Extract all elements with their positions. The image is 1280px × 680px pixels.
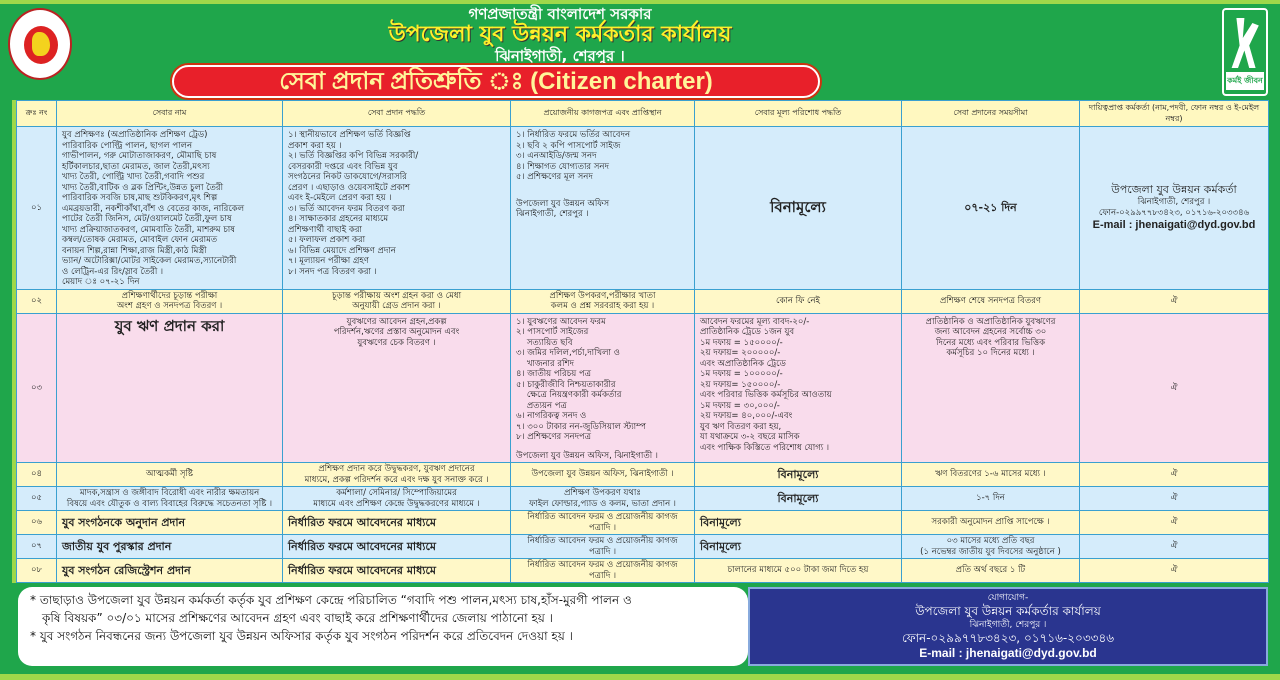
running-figures-icon [1230,18,1262,68]
cell-serial: ০৮ [17,559,57,583]
cell-line: মাধ্যমে এবং প্রশিক্ষণ কেন্দ্রে উদ্বুদ্ধকরণের মাধ্যমে । [313,498,480,509]
citizen-charter-table [12,100,1268,583]
cell-line: প্রাতিষ্ঠানিক ও অপ্রাতিষ্ঠানিক যুবঋণের [925,316,1056,327]
cell-serial: ০৫ [17,487,57,511]
cell-line: মাদক,সন্ত্রাস ও জঙ্গীবাদ বিরোধী এবং নারীর ক্ষমতায়ন [79,488,260,498]
cell-fee-payment: কোন ফি নেই [695,289,902,313]
cell-service-name [57,127,283,290]
cell-line: যুবঋণের আবেদন গ্রহন,প্রকল্প [346,316,447,327]
cell-line: যুব ঋণ বিতরণ করা হয়, [700,421,782,432]
cell-line: ১ম দফায় = ৩০,০০০/- [700,400,780,411]
office-title: উপজেলা যুব উন্নয়ন কর্মকর্তার কার্যালয় [388,22,732,47]
cell-line: যুবঋণের চেক বিতরণ । [357,337,436,348]
cell-line: যুব প্রশিক্ষণঃ (অপ্রাতিষ্ঠানিক প্রশিক্ষণ ট্রেড) [62,130,208,140]
cell-line: দিনের মধ্যে এবং পরিবার ভিত্তিক [935,337,1046,348]
cell-line [516,183,689,191]
column-header-fee-payment: সেবার মূল্য পরিশোধ পদ্ধতি [695,101,902,127]
cell-line: ১। নির্ধারিত ফরমে ভর্তির আবেদন [516,130,631,140]
cell-time-limit: প্রতি অর্থ বছরে ১ টি [902,559,1080,583]
cell-line: গাভীপালন, গরু মোটাতাজাকরণ, মৌমাছি চাষ [62,151,217,161]
cell-serial: ০২ [17,289,57,313]
cell-service-method [283,127,511,290]
notes-box [18,587,748,666]
cell-line: পারিবারিক পোল্ট্রি পালন, ছাগল পালন [62,140,193,151]
cell-line: প্রাতিষ্ঠানিক ট্রেডে ১জন যুব [700,327,795,337]
cell-line: খাদ্য প্রক্রিয়াজাতকরণ, মোমবাতি তৈরী, মাশরুম চাষ [62,224,235,235]
cell-line: (১ নভেম্বর জাতীয় যুব দিবসের অনুষ্ঠানে ) [920,546,1061,557]
note-line: * যুব সংগঠন নিবন্ধনের জন্য উপজেলা যুব উন্নয়ন অফিসার কর্তৃক যুব সংগঠন পরিদর্শন করে প্রতিবেদন দেওয়া হয় । [30,629,573,643]
cell-service-method [283,463,511,487]
cell-line: হর্টিকালচার,ছাতা মেরামত, জাল তৈরী,মৎস্য [62,161,210,172]
cell-line: বনায়ন শিল্প,রান্না শিক্ষা,রাজ মিস্ত্রী,কাঠ মিস্ত্রী [62,245,207,256]
cell-line: প্রেরণ । এছাড়াও ওয়েবসাইটে প্রকাশ [288,182,411,193]
contact-label: যোগাযোগ- [987,593,1029,603]
cell-line: প্রশিক্ষণ প্রদান করে উদ্বুদ্ধকরণ, যুবঋণ প্রদানের [318,464,475,474]
column-header-responsible-officer: দায়িত্বপ্রাপ্ত কর্মকর্তা (নাম,পদবী, ফোন নম্বর ও ই-মেইল নম্বর) [1080,101,1269,127]
cell-line: খাজনার রশিদ [516,358,574,369]
cell-line: এমব্রয়ডারী, নকশীকাঁথা,বাঁশ ও বেতের কাজ, নারিকেল [62,203,245,214]
cell-line: পাটের তৈরী জিনিস, মেট/ওয়ালমেট তৈরী,ফুল চাষ [62,214,232,224]
cell-line: ৩। ভর্তি আবেদন ফরম বিতরণ করা [288,203,405,214]
cell-documents: উপজেলা যুব উন্নয়ন অফিস, ঝিনাইগাতী । [511,463,695,487]
cell-line: ও লেট্রিন-এর রিং/স্লাব তৈরী । [62,266,163,277]
cell-line: সংগঠনের নিকট ডাকযোগে/সরাসরি [288,172,407,182]
cell-line: ৪। শিক্ষাগত যোগ্যতার সনদ [516,161,609,172]
cell-time-limit: ০৭-২১ দিন [902,127,1080,290]
contact-office: উপজেলা যুব উন্নয়ন কর্মকর্তার কার্যালয় [915,604,1101,618]
note-line: কৃষি বিষয়ক” ০৩/০১ মাসের প্রশিক্ষণের আবেদন গ্রহণ এবং বাছাই করে প্রশিক্ষণার্থীদের জেলায় পাঠানো হয় । [42,611,553,625]
government-title: গণপ্রজাতন্ত্রী বাংলাদেশ সরকার [468,5,652,23]
bangladesh-map-icon [32,32,50,56]
cell-service-method [283,289,511,313]
cell-line: ৫। ফলাফল প্রকাশ করা [288,235,366,245]
cell-responsible-officer: ঐ [1080,289,1269,313]
cell-service-name: জাতীয় যুব পুরস্কার প্রদান [57,535,283,559]
cell-line: ভ্যান/ অটোরিক্সা/মোটর সাইকেল মেরামত,স্যানেটারী [62,256,237,266]
cell-time-limit [902,535,1080,559]
cell-line: এবং ই-মেইলে প্রেরণ করা হয় । [288,193,392,203]
cell-line: ২য় দফায়= ১৫০০০০/- [700,379,781,390]
cell-serial: ০৩ [17,313,57,463]
cell-line: প্রশিক্ষণ উপকরণ,পরীক্ষার খাতা [549,290,656,301]
cell-line: ৬। বিভিন্ন মেয়াদে প্রশিক্ষণ প্রদান [288,245,396,256]
cell-service-method [283,313,511,463]
contact-location: ঝিনাইগাতী, শেরপুর । [969,620,1047,630]
cell-line: খাদ্য তৈরী, পোল্ট্রি খাদ্য তৈরী,গবাদি পশুর [62,172,205,182]
office-location: ঝিনাইগাতী, শেরপুর । [495,47,625,65]
cell-line: ২য় দফায়= ২০০০০০/- [700,348,781,358]
cell-line: প্রশিক্ষণার্থীদের চূড়ান্ত পরীক্ষা [121,290,218,301]
cell-line: ০৩ মাসের মধ্যে প্রতি বছর [946,536,1035,546]
cell-line: কর্মসূচির ১০ দিনের মধ্যে । [946,348,1035,358]
cell-line: উপজেলা যুব উন্নয়ন অফিস, ঝিনাইগাতী । [516,450,658,461]
cell-line: ২। ছবি ২ কপি পাসপোর্ট সাইজ [516,140,621,151]
cell-line: প্রকাশ করা হয় । [288,140,342,151]
cell-fee-payment: বিনামূল্যে [695,127,902,290]
cell-service-method [283,487,511,511]
cell-line: ৭। ৩০০ টাকার নন-জুডিসিয়াল স্ট্যাম্প [516,421,646,432]
cell-line: বিষয়ে এবং যৌতুক ও বাল্য বিবাহের বিরুদ্ধে সচেতনতা সৃষ্টি । [66,498,273,509]
cell-line: ৮। প্রশিক্ষণের সনদপত্র [516,432,592,442]
cell-responsible-officer: ঐ [1080,559,1269,583]
bangladesh-government-seal-logo [8,8,72,80]
cell-responsible-officer [1080,127,1269,290]
top-border [0,0,1280,4]
cell-time-limit [902,313,1080,463]
cell-line: ফাইল ফোল্ডার,প্যাড ও কলম, ভাতা প্রদান । [529,498,676,509]
cell-serial: ০৭ [17,535,57,559]
cell-time-limit: ঋণ বিতরণের ১-৬ মাসের মধ্যে । [902,463,1080,487]
cell-line: ৫। প্রশিক্ষণের মূল সনদ [516,172,593,182]
youth-development-logo [1222,8,1268,96]
cell-line: ৬। নাগরিকত্ব সনদ ও [516,411,587,421]
cell-service-name: আত্মকর্মী সৃষ্টি [57,463,283,487]
cell-serial: ০৪ [17,463,57,487]
cell-line: পারিবারিক সবজি চাষ,মাছ শুটকিকরণ,মৃৎ শিল্প [62,193,218,203]
cell-line: এবং অপ্রাতিষ্ঠানিক ট্রেডে [700,358,786,369]
cell-service-name: যুব সংগঠন রেজিস্ট্রেশন প্রদান [57,559,283,583]
cell-responsible-officer: ঐ [1080,535,1269,559]
table-row [17,313,1269,463]
cell-line: সত্যায়িত ছবি [516,337,573,348]
cell-line: ফোন-০২৯৯৭৭৮৩৪২৩, ০১৭১৬-২০৩৩৪৬ [1098,207,1250,218]
cell-service-name: যুব সংগঠনকে অনুদান প্রদান [57,511,283,535]
cell-service-method: নির্ধারিত ফরমে আবেদনের মাধ্যমে [283,559,511,583]
cell-line: এবং পাক্ষিক কিস্তিতে পরিশোধ যোগ্য । [700,442,830,453]
cell-line: ঝিনাইগাতী, শেরপুর । [1137,197,1211,208]
cell-fee-payment [695,313,902,463]
cell-fee-payment: বিনামূল্যে [695,463,902,487]
cell-line: কম্বল/তোষক মেরামত, মোবাইল ফোন মেরামত [62,235,218,245]
cell-line: ৪। জাতীয় পরিচয় পত্র [516,369,592,379]
cell-line: E-mail : jhenaigati@dyd.gov.bd [1092,219,1256,232]
cell-line: ২। ভর্তি বিজ্ঞপ্তির কপি বিভিন্ন সরকারী/ [288,151,419,161]
table-row [17,127,1269,290]
cell-line: ২। পাসপোর্ট সাইজের [516,327,589,337]
cell-line: প্রত্যয়ন পত্র [516,400,567,411]
cell-line: ১। যুবঋণের আবেদন ফরম [516,316,606,327]
cell-documents [511,127,695,290]
cell-line: ক্ষেত্রে নিয়ন্ত্রণকারী কর্মকর্তার [516,390,622,400]
page-header [0,0,1280,100]
logo-caption: কর্মই জীবন [1226,72,1264,90]
cell-responsible-officer: ঐ [1080,463,1269,487]
citizen-charter-banner: সেবা প্রদান প্রতিশ্রুতি ঃ (Citizen charter) [172,65,820,98]
cell-service-name [57,487,283,511]
cell-line: প্রশিক্ষণার্থী বাছাই করা [288,224,362,235]
cell-fee-payment: বিনামূল্যে [695,535,902,559]
cell-line: অনুযায়ী গ্রেড প্রদান করা । [352,301,441,311]
cell-fee-payment: বিনামূল্যে [695,511,902,535]
cell-time-limit: ১-৭ দিন [902,487,1080,511]
cell-line: ১ম দফায় = ১০০০০০/- [700,369,783,379]
table-row [17,535,1269,559]
cell-line: ৫। চাকুরীজীবি নিশ্চয়তাকারীর [516,379,616,390]
cell-fee-payment: বিনামূল্যে [695,487,902,511]
cell-line: ১। স্থানীয়ভাবে প্রশিক্ষণ ভর্তি বিজ্ঞপ্তি [288,130,411,140]
contact-phone: ফোন-০২৯৯৭৭৮৩৪২৩, ০১৭১৬-২০৩৩৪৬ [901,631,1115,645]
column-header-serial: ক্রঃ নং [17,101,57,127]
column-header-time-limit: সেবা প্রদানের সময়সীমা [902,101,1080,127]
cell-responsible-officer: ঐ [1080,511,1269,535]
cell-line: ৩। জমির দলিল,পর্চা,দাখিলা ও [516,348,620,358]
table-body [17,127,1269,583]
cell-service-method: নির্ধারিত ফরমে আবেদনের মাধ্যমে [283,535,511,559]
cell-line: ২য় দফায়= ৪০,০০০/-এবং [700,411,793,421]
cell-documents: নির্ধারিত আবেদন ফরম ও প্রয়োজনীয় কাগজ পত্রাদি । [511,511,695,535]
cell-responsible-officer: ঐ [1080,313,1269,463]
cell-line: ৪। সাক্ষাতকার গ্রহনের মাধ্যমে [288,214,389,224]
cell-line: বেসরকারী দপ্তরে এবং বিভিন্ন যুব [288,161,398,172]
cell-line: প্রশিক্ষণ উপকরণ যথাঃ [564,488,641,498]
cell-documents [511,289,695,313]
footer-section [18,587,1268,666]
cell-line: খাদ্য তৈরী,বাটিক ও ব্লক প্রিন্টিং,উন্নত চুলা তৈরী [62,182,224,193]
cell-documents: নির্ধারিত আবেদন ফরম ও প্রয়োজনীয় কাগজ পত্রাদি । [511,535,695,559]
cell-service-name: যুব ঋণ প্রদান করা [57,313,283,463]
cell-documents: নির্ধারিত আবেদন ফরম ও প্রয়োজনীয় কাগজ পত্রাদি । [511,559,695,583]
note-line: * তাছাড়াও উপজেলা যুব উন্নয়ন কর্মকর্তা কর্তৃক যুব প্রশিক্ষণ কেন্দ্রে পরিচালিত “গবাদি পশু পালন,মৎস্য চাষ,হাঁস-মুরগী পালন ও [30,593,632,607]
cell-line: ৮। সনদ পত্র বিতরণ করা । [288,266,377,277]
cell-line [516,191,689,199]
table-header-row [17,101,1269,127]
cell-service-method: নির্ধারিত ফরমে আবেদনের মাধ্যমে [283,511,511,535]
table-row [17,463,1269,487]
column-header-service-method: সেবা প্রদান পদ্ধতি [283,101,511,127]
cell-line: কর্মশালা/ সেমিনার/ সিম্পোজিয়ামের [336,488,457,498]
cell-fee-payment: চালানের মাধ্যমে ৫০০ টাকা জমা দিতে হয় [695,559,902,583]
cell-time-limit: প্রশিক্ষণ শেষে সনদপত্র বিতরণ [902,289,1080,313]
cell-line: ৭। মূল্যায়ন পরীক্ষা গ্রহণ [288,256,369,266]
cell-line: উপজেলা যুব উন্নয়ন অফিস [516,198,610,209]
cell-line: যা যথাক্রমে ৩-২ বছরে মাসিক [700,432,800,442]
table-row [17,487,1269,511]
cell-line: চূড়ান্ত পরীক্ষায় অংশ গ্রহন করা ও মেধা [331,290,462,301]
contact-email: E-mail : jhenaigati@dyd.gov.bd [919,646,1097,660]
cell-serial: ০১ [17,127,57,290]
cell-line: আবেদন ফরমের মূল্য বাবদ-২০/- [700,316,810,327]
cell-line: ১ম দফায় = ১৫০০০০/- [700,337,783,348]
cell-line: পরিদর্শন,ঋণের প্রস্তাব অনুমোদন এবং [333,327,460,337]
table-row [17,559,1269,583]
cell-line: উপজেলা যুব উন্নয়ন কর্মকর্তা [1111,183,1237,197]
cell-responsible-officer: ঐ [1080,487,1269,511]
bottom-border [0,674,1280,680]
cell-line: মাধ্যমে, প্রকল্প পরিদর্শন করে এবং দক্ষ যুব সনাক্ত করে । [304,474,489,485]
cell-line: কলম ও প্রশ্ন সরবরাহ করা হয় । [550,301,655,311]
table-row [17,511,1269,535]
contact-box [748,587,1268,666]
cell-line: অংশ গ্রহণ ও সনদপত্র বিতরণ । [116,301,223,311]
cell-line: মেয়াদ ঃ ০৭-২১ দিন [62,277,140,287]
cell-line: জন্য আবেদন গ্রহনের সর্বোচ্চ ৩০ [934,327,1047,337]
cell-serial: ০৬ [17,511,57,535]
cell-service-name [57,289,283,313]
cell-line: এবং পরিবার ভিত্তিক কর্মসূচির আওতায় [700,390,832,400]
cell-documents [511,313,695,463]
column-header-documents: প্রয়োজনীয় কাগজপত্র এবং প্রাপ্তিস্থান [511,101,695,127]
cell-time-limit: সরকারী অনুমোদন প্রাপ্তি সাপেক্ষে । [902,511,1080,535]
cell-documents [511,487,695,511]
cell-line [516,443,689,451]
table-row [17,289,1269,313]
cell-line: ৩। এনআইডি/জন্ম সনদ [516,151,597,161]
column-header-service-name: সেবার নাম [57,101,283,127]
cell-line: ঝিনাইগাতী, শেরপুর । [516,209,589,219]
